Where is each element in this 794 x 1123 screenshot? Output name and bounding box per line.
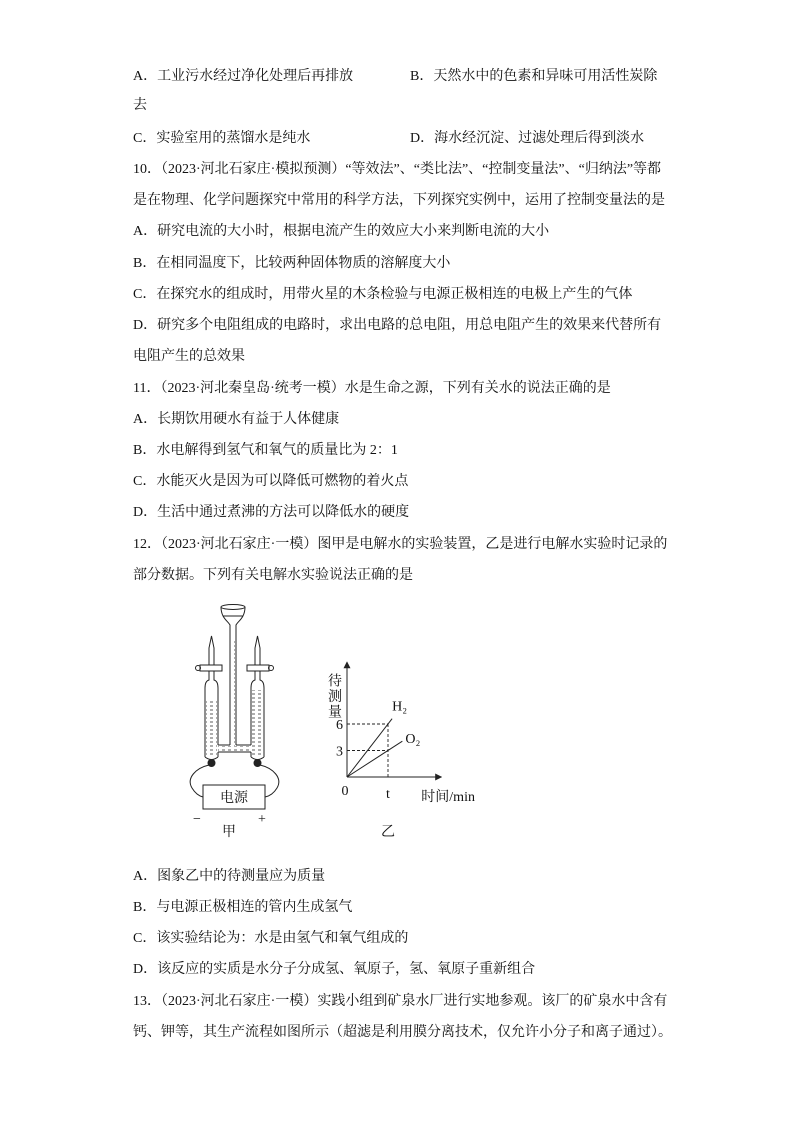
q12-stem-line-2: 部分数据。下列有关电解水实验说法正确的是 bbox=[133, 568, 413, 583]
origin-label: 0 bbox=[341, 784, 349, 799]
series-line-h2 bbox=[347, 719, 392, 777]
right-tube-water bbox=[252, 690, 263, 756]
positive-terminal-sign: + bbox=[258, 812, 266, 827]
left-nozzle bbox=[209, 636, 214, 665]
q10-option-a: A．研究电流的大小时，根据电流产生的效应大小来判断电流的大小 bbox=[133, 224, 550, 239]
connecting-tube-water bbox=[218, 746, 252, 751]
q11-stem: 11．（2023·河北秦皇岛·统考一模）水是生命之源，下列有关水的说法正确的是 bbox=[133, 381, 611, 396]
q11-option-c: C．水能灭火是因为可以降低可燃物的着火点 bbox=[133, 474, 409, 489]
q9-option-b: B．天然水中的色素和异味可用活性炭除 bbox=[410, 69, 658, 84]
figure-b-caption: 乙 bbox=[381, 825, 395, 840]
y-tick-label-3: 3 bbox=[336, 744, 343, 760]
q13-stem-line-1: 13．（2023·河北石家庄·一模）实践小组到矿泉水厂进行实地参观。该厂的矿泉水中含有 bbox=[133, 994, 668, 1009]
left-tube-water bbox=[206, 700, 217, 756]
q12-option-a: A．图象乙中的待测量应为质量 bbox=[133, 869, 326, 884]
q9-option-a: A．工业污水经过净化处理后再排放 bbox=[133, 69, 354, 84]
q12-option-b: B．与电源正极相连的管内生成氢气 bbox=[133, 900, 353, 915]
series-line-o2 bbox=[347, 741, 402, 777]
q10-option-d-continued: 电阻产生的总效果 bbox=[133, 349, 245, 364]
right-stopcock bbox=[247, 665, 269, 671]
power-supply-label: 电源 bbox=[220, 791, 248, 806]
left-stopcock bbox=[200, 665, 222, 671]
central-tube-water bbox=[231, 640, 235, 746]
x-axis-label: 时间/min bbox=[421, 790, 475, 805]
negative-wire bbox=[190, 765, 209, 797]
negative-terminal-sign: − bbox=[193, 812, 201, 827]
q11-option-b: B．水电解得到氢气和氧气的质量比为 2：1 bbox=[133, 443, 398, 458]
electrolysis-apparatus bbox=[190, 605, 279, 841]
graph bbox=[336, 662, 475, 840]
series-label-h2: H₂ bbox=[392, 699, 408, 715]
right-nozzle bbox=[255, 636, 260, 665]
x-tick-label-t: t bbox=[386, 787, 390, 802]
q9-option-c: C．实验室用的蒸馏水是纯水 bbox=[133, 131, 311, 146]
figure-a-caption: 甲 bbox=[222, 825, 236, 840]
q10-option-c: C．在探究水的组成时，用带火星的木条检验与电源正极相连的电极上产生的气体 bbox=[133, 287, 633, 302]
q13-stem-line-2: 钙、钾等，其生产流程如图所示（超滤是利用膜分离技术，仅允许小分子和离子通过）。 bbox=[133, 1025, 672, 1040]
y-axis-label: 待测量 bbox=[326, 673, 341, 720]
q12-option-d: D．该反应的实质是水分子分成氢、氧原子，氢、氧原子重新组合 bbox=[133, 962, 536, 977]
negative-electrode bbox=[208, 759, 216, 767]
funnel-rim bbox=[221, 605, 245, 610]
q11-option-d: D．生活中通过煮沸的方法可以降低水的硬度 bbox=[133, 505, 410, 520]
y-tick-label-6: 6 bbox=[336, 718, 343, 733]
q12-option-c: C．该实验结论为：水是由氢气和氧气组成的 bbox=[133, 931, 409, 946]
q10-option-d: D．研究多个电阻组成的电路时，求出电路的总电阻，用总电阻产生的效果来代替所有 bbox=[133, 318, 662, 333]
q10-option-b: B．在相同温度下，比较两种固体物质的溶解度大小 bbox=[133, 256, 451, 271]
q10-stem-line-2: 是在物理、化学问题探究中常用的科学方法，下列探究实例中，运用了控制变量法的是 bbox=[133, 193, 665, 208]
positive-wire bbox=[260, 765, 279, 797]
q12-figure bbox=[160, 595, 490, 845]
q11-option-a: A．长期饮用硬水有益于人体健康 bbox=[133, 412, 340, 427]
q9-option-b-continued: 去 bbox=[133, 98, 147, 113]
q10-stem-line-1: 10．（2023·河北石家庄·模拟预测）“等效法”、“类比法”、“控制变量法”、“归纳法”等都 bbox=[133, 162, 662, 177]
funnel bbox=[221, 607, 245, 632]
positive-electrode bbox=[254, 759, 262, 767]
series-label-o2: O₂ bbox=[405, 732, 421, 748]
q12-stem-line-1: 12．（2023·河北石家庄·一模）图甲是电解水的实验装置，乙是进行电解水实验时记录的 bbox=[133, 537, 668, 552]
q9-option-d: D．海水经沉淀、过滤处理后得到淡水 bbox=[410, 131, 645, 146]
